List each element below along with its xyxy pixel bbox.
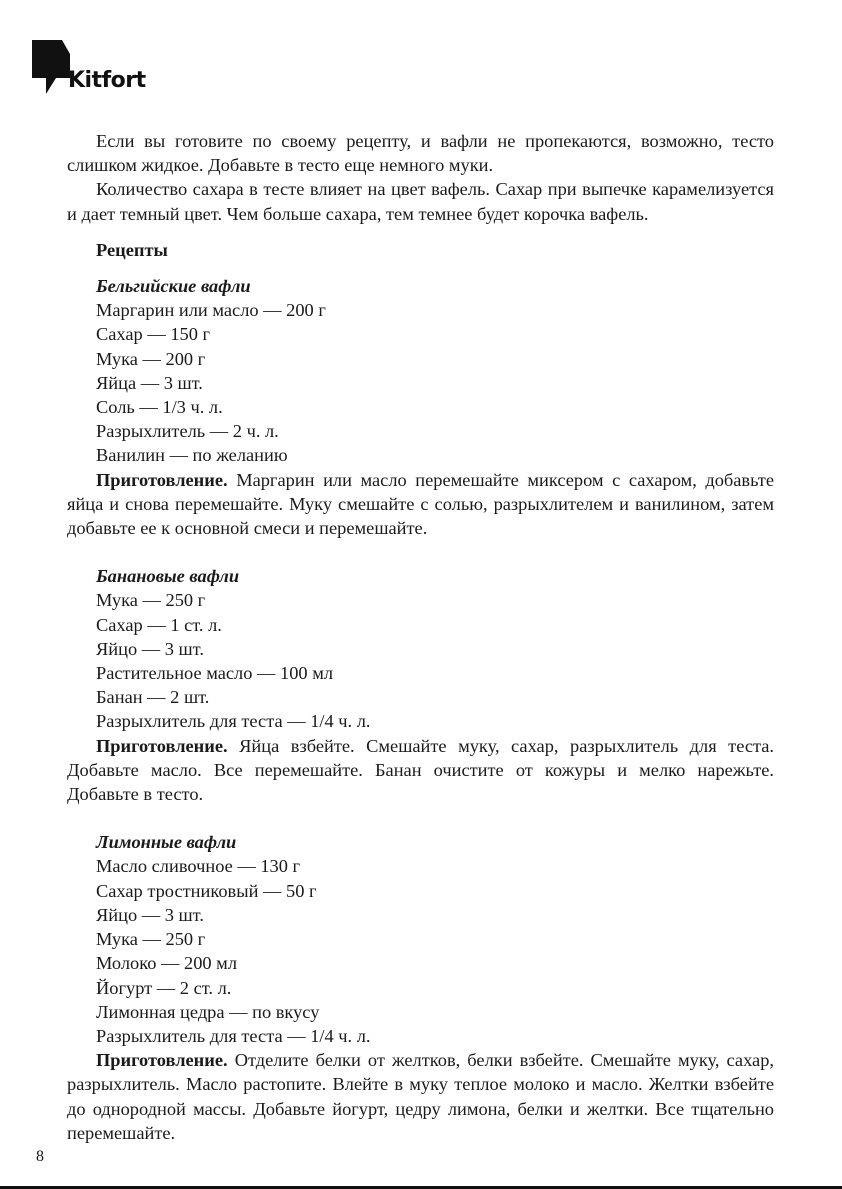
kitfort-logo-mark-icon	[32, 40, 72, 98]
intro-paragraph: Если вы готовите по своему рецепту, и вафли не пропекаются, возможно, тесто слишком жидкое. Добавьте в тесто еще немного муки.	[67, 131, 774, 176]
ingredient-item: Молоко — 200 мл	[96, 953, 237, 974]
recipe-title: Банановые вафли	[96, 566, 240, 587]
preparation-label: Приготовление.	[96, 735, 228, 756]
page-number: 8	[36, 1148, 44, 1165]
preparation-text: Яйца взбейте. Смешайте муку, сахар, разрыхлитель для теста. Добавьте масло. Все перемешайте. Банан очистите от кожуры и мелко нарежьте. Добавьте в тесто.	[67, 735, 774, 805]
recipe-title: Лимонные вафли	[96, 832, 237, 853]
recipe-block	[67, 564, 774, 806]
preparation-label: Приготовление.	[96, 469, 228, 490]
intro-paragraph: Количество сахара в тесте влияет на цвет вафель. Сахар при выпечке карамелизуется и дает темный цвет. Чем больше сахара, тем темнее будет корочка вафель.	[67, 179, 774, 224]
ingredient-item: Соль — 1/3 ч. л.	[96, 397, 223, 418]
ingredient-item: Растительное масло — 100 мл	[96, 663, 334, 684]
ingredient-item: Масло сливочное — 130 г	[96, 856, 301, 877]
recipe-block	[67, 274, 774, 540]
ingredient-item: Лимонная цедра — по вкусу	[96, 1001, 320, 1022]
ingredient-item: Йогурт — 2 ст. л.	[96, 977, 232, 998]
ingredient-item: Разрыхлитель для теста — 1/4 ч. л.	[96, 1025, 371, 1046]
preparation-paragraph	[67, 468, 774, 541]
ingredient-item: Мука — 200 г	[96, 348, 206, 369]
ingredient-item: Ванилин — по желанию	[96, 445, 288, 466]
ingredient-item: Разрыхлитель для теста — 1/4 ч. л.	[96, 711, 371, 732]
preparation-paragraph	[67, 1048, 774, 1145]
preparation-paragraph	[67, 734, 774, 807]
ingredient-item: Мука — 250 г	[96, 929, 206, 950]
ingredient-item: Маргарин или масло — 200 г	[96, 300, 326, 321]
ingredient-item: Яйца — 3 шт.	[96, 372, 203, 393]
section-title: Рецепты	[96, 239, 168, 260]
preparation-text: Маргарин или масло перемешайте миксером с сахаром, добавьте яйца и снова перемешайте. Муку смешайте с солью, разрыхлителем и ванилином, затем добавьте ее к основной смеси и перемешайте.	[67, 469, 774, 539]
preparation-label: Приготовление.	[96, 1050, 228, 1071]
preparation-text: Отделите белки от желтков, белки взбейте. Смешайте муку, сахар, разрыхлитель. Масло растопите. Влейте в муку теплое молоко и масло. Желтки взбейте до однородной массы. Добавьте йогурт, цедру лимона, белки и желтки. Все тщательно перемешайте.	[67, 1050, 774, 1143]
ingredient-item: Мука — 250 г	[96, 590, 206, 611]
ingredient-item: Разрыхлитель — 2 ч. л.	[96, 421, 279, 442]
ingredient-item: Банан — 2 шт.	[96, 687, 210, 708]
ingredient-item: Сахар тростниковый — 50 г	[96, 880, 317, 901]
ingredient-item: Яйцо — 3 шт.	[96, 638, 204, 659]
ingredient-item: Сахар — 150 г	[96, 324, 211, 345]
brand-name: Kitfort	[68, 68, 146, 93]
ingredient-item: Яйцо — 3 шт.	[96, 904, 204, 925]
recipe-title: Бельгийские вафли	[96, 276, 251, 297]
recipe-block	[67, 830, 774, 1145]
page-content	[67, 129, 774, 1145]
kitfort-logo	[32, 40, 172, 100]
ingredient-item: Сахар — 1 ст. л.	[96, 614, 222, 635]
